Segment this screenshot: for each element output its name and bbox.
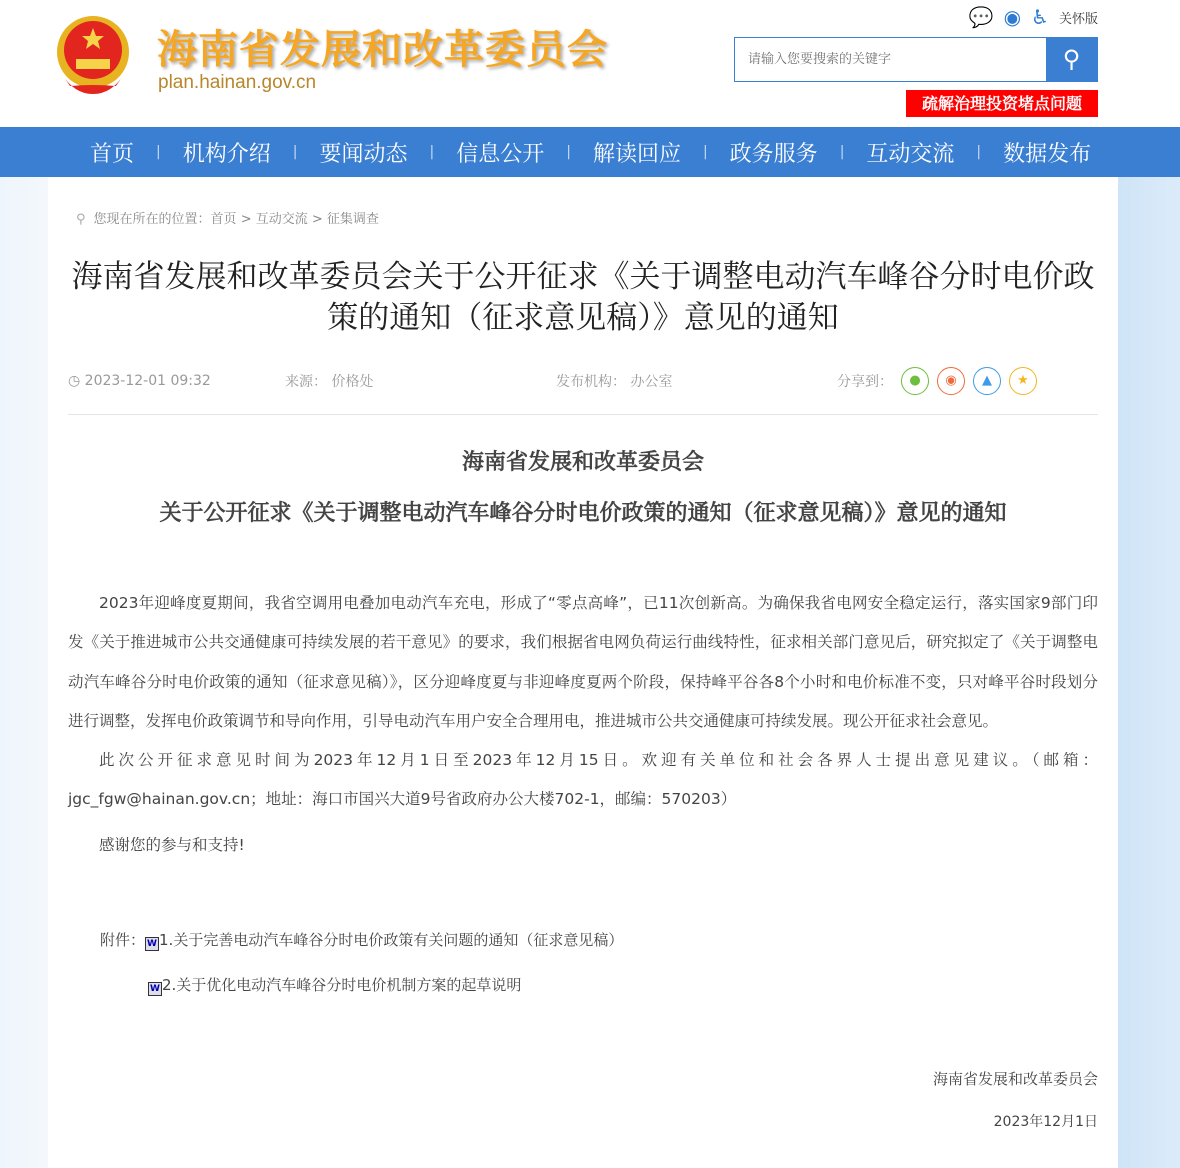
- attachments: [68, 918, 1098, 1008]
- location-pin-icon: ⚲: [76, 212, 86, 227]
- paragraph: 此次公开征求意见时间为2023年12月1日至2023年12月15日。欢迎有关单位和社会各界人士提出意见建议。（邮箱：jgc_fgw@hainan.gov.cn；地址：海口市国兴大道9号省政府办公大楼702-1，邮编：570203）: [68, 751, 1098, 809]
- article-meta: [68, 361, 1098, 415]
- breadcrumb-prefix: 您现在所在的位置：: [93, 212, 211, 227]
- word-doc-icon: W: [145, 937, 159, 951]
- attachment-link-2[interactable]: 2.关于优化电动汽车峰谷分时电价机制方案的起草说明: [162, 976, 522, 995]
- nav-services[interactable]: 政务服务: [729, 141, 818, 167]
- header: [0, 0, 1180, 127]
- search-icon: ⚲: [1062, 46, 1081, 73]
- nav-interpret[interactable]: 解读回应: [592, 141, 681, 167]
- weibo-icon[interactable]: ◉: [1003, 5, 1022, 29]
- attachment-label: 附件：: [100, 931, 146, 950]
- share-bar: [837, 367, 1037, 395]
- breadcrumb-home[interactable]: 首页: [210, 212, 237, 227]
- article-publisher: 发布机构： 办公室: [556, 373, 673, 390]
- share-favorite-icon[interactable]: ★: [1009, 367, 1037, 395]
- share-label: 分享到：: [837, 373, 893, 390]
- nav-news[interactable]: 要闻动态: [319, 141, 408, 167]
- wechat-icon[interactable]: 💬: [968, 5, 994, 29]
- article-subtitle: 关于公开征求《关于调整电动汽车峰谷分时电价政策的通知（征求意见稿）》意见的通知: [159, 501, 1007, 526]
- site-url: plan.hainan.gov.cn: [158, 72, 317, 93]
- paragraph: 感谢您的参与和支持!: [99, 835, 245, 854]
- signature: 海南省发展和改革委员会: [932, 1070, 1098, 1089]
- nav-interaction[interactable]: 互动交流: [866, 141, 955, 167]
- site-title: 海南省发展和改革委员会: [157, 27, 608, 73]
- search-button[interactable]: [1046, 38, 1097, 81]
- nav-info[interactable]: 信息公开: [456, 141, 545, 167]
- breadcrumb-survey[interactable]: 征集调查: [326, 212, 379, 227]
- nav-data[interactable]: 数据发布: [1003, 141, 1092, 167]
- publish-datetime: 2023-12-01 09:32: [84, 372, 211, 389]
- nav-home[interactable]: 首页: [90, 141, 135, 167]
- breadcrumb: ⚲ 您现在所在的位置：首页 > 互动交流 > 征集调查: [76, 212, 379, 227]
- article-title: 海南省发展和改革委员会关于公开征求《关于调整电动汽车峰谷分时电价政策的通知（征求意见稿）》意见的通知: [71, 259, 1095, 336]
- nav-about[interactable]: 机构介绍: [182, 141, 271, 167]
- investment-banner-link[interactable]: 疏解治理投资堵点问题: [906, 90, 1098, 117]
- attachment-link-1[interactable]: 1.关于完善电动汽车峰谷分时电价政策有关问题的通知（征求意见稿）: [159, 931, 624, 950]
- article-subtitle-org: 海南省发展和改革委员会: [461, 450, 704, 475]
- main-nav: 首页 | 机构介绍 | 要闻动态 | 信息公开 | 解读回应 | 政务服务 | 互动交流 | 数据发布: [0, 127, 1180, 177]
- paragraph: 2023年迎峰度夏期间，我省空调用电叠加电动汽车充电，形成了“零点高峰”，已11次创新高。为确保我省电网安全稳定运行，落实国家9部门印发《关于推进城市公共交通健康可持续发展的若干意见》的要求，我们根据省电网负荷运行曲线特性，征求相关部门意见后，研究拟定了《关于调整电动汽车峰谷分时电价政策的通知（征求意见稿）》，区分迎峰度夏与非迎峰度夏两个阶段，保持峰平谷各8个小时和电价标准不变，只对峰平谷时段划分进行调整，发挥电价政策调节和导向作用，引导电动汽车用户安全合理用电，推进城市公共交通健康可持续发展。现公开征求社会意见。: [68, 594, 1098, 730]
- share-weibo-icon[interactable]: ◉: [937, 367, 965, 395]
- article-source: 来源： 价格处: [285, 373, 374, 390]
- article-body: [68, 584, 1098, 865]
- share-qq-icon[interactable]: ▲: [973, 367, 1001, 395]
- clock-icon: ◷: [68, 372, 81, 389]
- signature-date: 2023年12月1日: [993, 1114, 1098, 1131]
- search-box: [734, 37, 1098, 82]
- breadcrumb-interaction[interactable]: 互动交流: [255, 212, 308, 227]
- word-doc-icon: W: [148, 982, 162, 996]
- care-mode-link[interactable]: 关怀版: [1058, 11, 1098, 27]
- article-container: [48, 177, 1118, 1168]
- national-emblem-icon: [54, 14, 132, 96]
- search-input[interactable]: [735, 38, 1046, 81]
- share-wechat-icon[interactable]: ●: [901, 367, 929, 395]
- accessibility-icon[interactable]: ♿: [1031, 5, 1049, 29]
